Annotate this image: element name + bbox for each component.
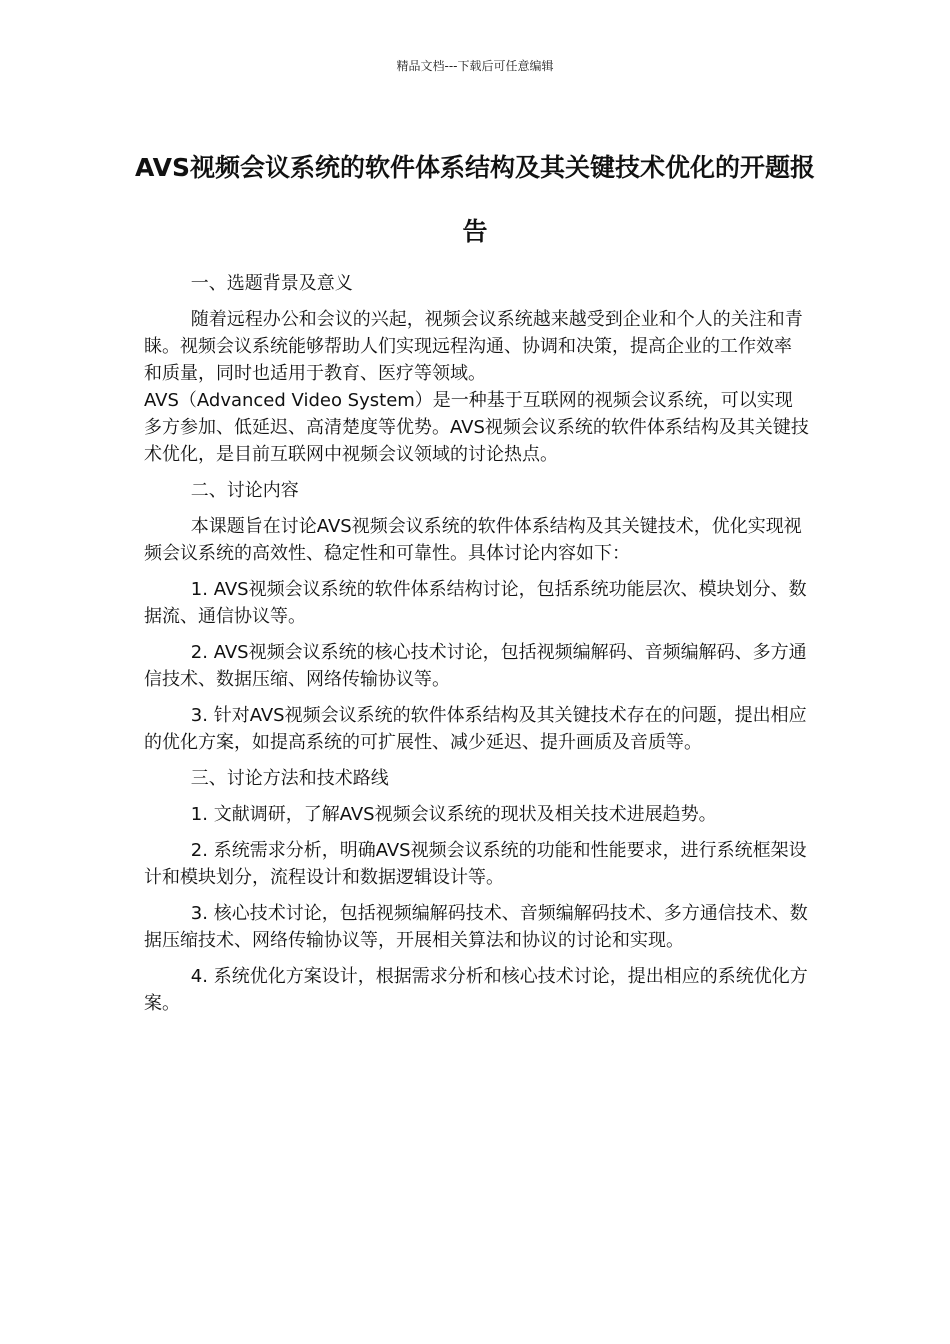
list-item: 3. 针对AVS视频会议系统的软件体系结构及其关键技术存在的问题，提出相应的优化方案，如提高系统的可扩展性、减少延迟、提升画质及音质等。 — [144, 705, 807, 753]
list-item: 4. 系统优化方案设计，根据需求分析和核心技术讨论，提出相应的系统优化方案。 — [144, 966, 808, 1014]
paragraph: 随着远程办公和会议的兴起，视频会议系统越来越受到企业和个人的关注和青睐。视频会议系统能够帮助人们实现远程沟通、协调和决策，提高企业的工作效率和质量，同时也适用于教育、医疗等领域。 — [144, 309, 803, 384]
section-heading-3: 三、讨论方法和技术路线 — [190, 768, 389, 789]
document-title: AVS视频会议系统的软件体系结构及其关键技术优化的开题报告 — [134, 153, 815, 246]
list-item: 3. 核心技术讨论，包括视频编解码技术、音频编解码技术、多方通信技术、数据压缩技术、网络传输协议等，开展相关算法和协议的讨论和实现。 — [144, 903, 808, 951]
list-item: 2. 系统需求分析，明确AVS视频会议系统的功能和性能要求，进行系统框架设计和模块划分，流程设计和数据逻辑设计等。 — [144, 840, 807, 888]
list-item: 2. AVS视频会议系统的核心技术讨论，包括视频编解码、音频编解码、多方通信技术、数据压缩、网络传输协议等。 — [144, 642, 807, 690]
section-heading-1: 一、选题背景及意义 — [190, 273, 353, 294]
document-body — [144, 270, 809, 1026]
paragraph: 本课题旨在讨论AVS视频会议系统的软件体系结构及其关键技术，优化实现视频会议系统的高效性、稳定性和可靠性。具体讨论内容如下： — [144, 516, 802, 564]
page-header: 精品文档---下载后可任意编辑 — [396, 59, 554, 73]
paragraph: AVS（Advanced Video System）是一种基于互联网的视频会议系统，可以实现多方参加、低延迟、高清楚度等优势。AVS视频会议系统的软件体系结构及其关键技术优化，是目前互联网中视频会议领域的讨论热点。 — [144, 390, 809, 465]
list-item: 1. AVS视频会议系统的软件体系结构讨论，包括系统功能层次、模块划分、数据流、通信协议等。 — [144, 579, 807, 627]
section-heading-2: 二、讨论内容 — [190, 480, 299, 501]
list-item: 1. 文献调研，了解AVS视频会议系统的现状及相关技术进展趋势。 — [190, 804, 717, 825]
